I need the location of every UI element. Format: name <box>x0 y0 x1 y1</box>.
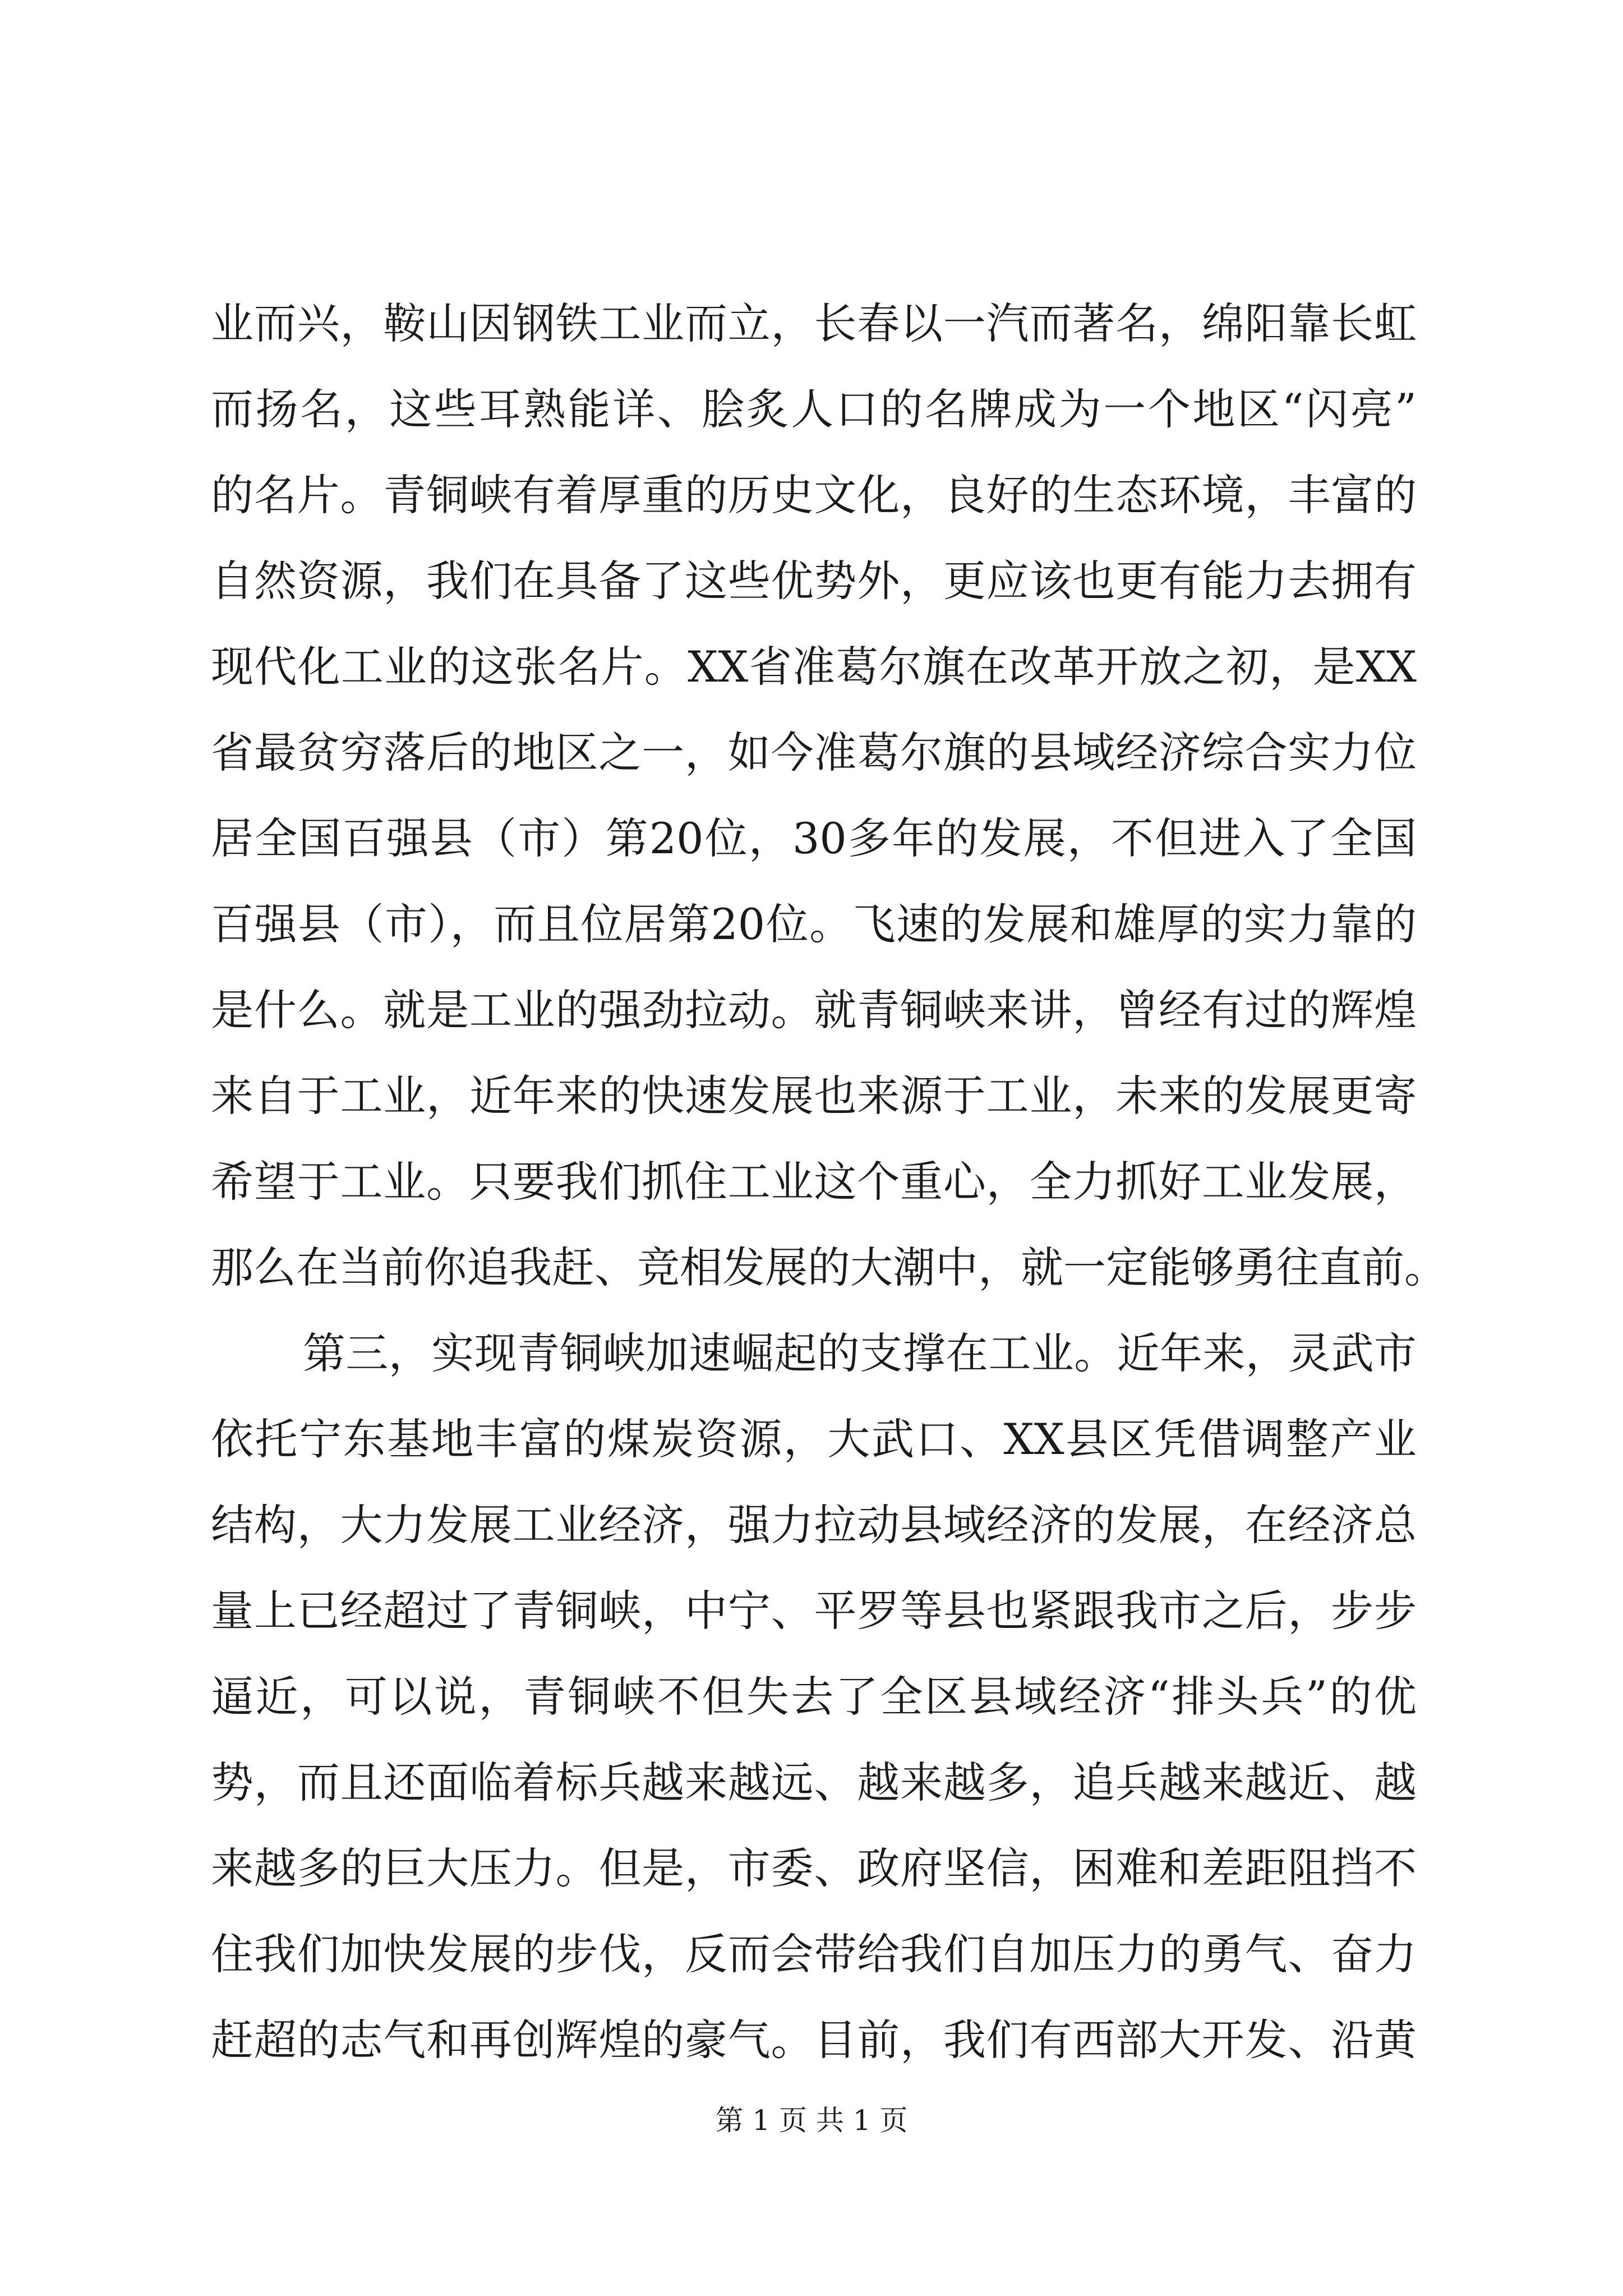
text-line: 现代化工业的这张名片。XX省准葛尔旗在改革开放之初，是XX <box>211 642 1417 692</box>
text-line: 居全国百强县（市）第20位，30多年的发展，不但进入了全国 <box>211 813 1417 863</box>
page-number: 第 1 页 共 1 页 <box>715 2104 908 2137</box>
paragraph-1 <box>211 280 1447 1310</box>
text-line: 的名片。青铜峡有着厚重的历史文化，良好的生态环境，丰富的 <box>211 470 1417 520</box>
text-line: 势，而且还面临着标兵越来越远、越来越多，追兵越来越近、越 <box>211 1757 1417 1807</box>
text-line: 希望于工业。只要我们抓住工业这个重心，全力抓好工业发展， <box>211 1157 1417 1207</box>
text-line: 而扬名，这些耳熟能详、脍炙人口的名牌成为一个地区“闪亮” <box>211 384 1417 434</box>
text-line: 是什么。就是工业的强劲拉动。就青铜峡来讲，曾经有过的辉煌 <box>211 985 1417 1035</box>
text-line: 量上已经超过了青铜峡，中宁、平罗等县也紧跟我市之后，步步 <box>211 1586 1417 1636</box>
text-line: 来越多的巨大压力。但是，市委、政府坚信，困难和差距阻挡不 <box>211 1843 1417 1893</box>
paragraph-2 <box>211 1310 1417 2083</box>
text-line: 第三，实现青铜峡加速崛起的支撑在工业。近年来，灵武市 <box>303 1328 1417 1378</box>
text-line: 赶超的志气和再创辉煌的豪气。目前，我们有西部大开发、沿黄 <box>211 2015 1417 2065</box>
text-line: 业而兴，鞍山因钢铁工业而立，长春以一汽而著名，绵阳靠长虹 <box>211 298 1417 348</box>
page-footer <box>0 2101 1623 2140</box>
text-line: 省最贫穷落后的地区之一，如今准葛尔旗的县域经济综合实力位 <box>211 728 1417 777</box>
text-line: 自然资源，我们在具备了这些优势外，更应该也更有能力去拥有 <box>211 556 1417 606</box>
text-line: 结构，大力发展工业经济，强力拉动县域经济的发展，在经济总 <box>211 1500 1417 1550</box>
text-line: 来自于工业，近年来的快速发展也来源于工业，未来的发展更寄 <box>211 1071 1417 1121</box>
text-line: 住我们加快发展的步伐，反而会带给我们自加压力的勇气、奋力 <box>211 1929 1417 1979</box>
text-line: 依托宁东基地丰富的煤炭资源，大武口、XX县区凭借调整产业 <box>211 1414 1417 1464</box>
text-line: 百强县（市），而且位居第20位。飞速的发展和雄厚的实力靠的 <box>211 899 1417 949</box>
document-body <box>211 280 1447 2083</box>
text-line: 逼近，可以说，青铜峡不但失去了全区县域经济“排头兵”的优 <box>211 1672 1417 1722</box>
text-line: 那么在当前你追我赶、竞相发展的大潮中，就一定能够勇往直前。 <box>211 1243 1447 1292</box>
